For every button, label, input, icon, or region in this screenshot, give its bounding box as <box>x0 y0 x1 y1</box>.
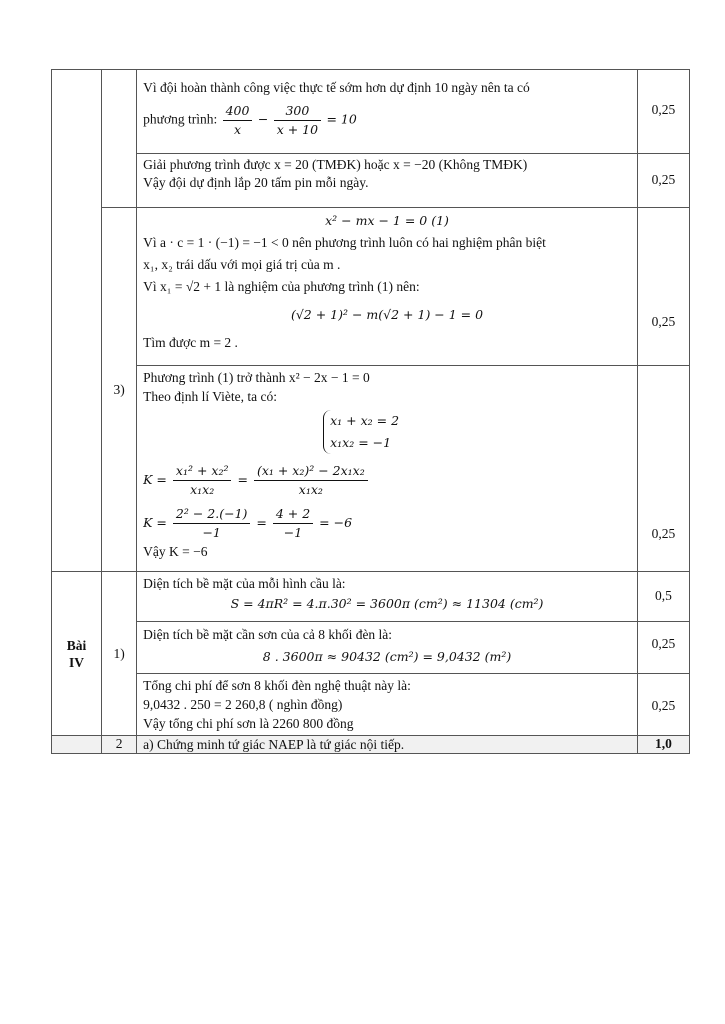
score-cell <box>637 70 689 154</box>
content-cell <box>137 366 638 572</box>
fraction <box>254 462 368 499</box>
denominator: x <box>233 122 242 137</box>
part-label: 3) <box>113 381 125 397</box>
system-line: x₁x₂ = −1 <box>330 435 392 450</box>
numerator: 2² − 2.(−1) <box>173 505 251 524</box>
table-row <box>52 736 690 754</box>
text-line: Phương trình (1) trở thành x² − 2x − 1 = 0 <box>143 370 370 385</box>
section-cell <box>52 572 102 736</box>
score-cell <box>637 366 689 572</box>
text-line: Tìm được m = 2 . <box>143 335 238 350</box>
text-line: a) Chứng minh tứ giác NAEP là tứ giác nội tiếp. <box>143 737 405 752</box>
content-cell <box>137 736 638 754</box>
section-label: Bài <box>66 637 87 653</box>
table-row <box>52 674 690 736</box>
system-line: x₁ + x₂ = 2 <box>330 413 400 428</box>
text-line: x₁, x₂ trái dấu với mọi giá trị của m . <box>143 257 341 272</box>
denominator: x₁x₂ <box>190 482 215 497</box>
table-row <box>52 366 690 572</box>
score-cell <box>637 622 689 674</box>
section-number: IV <box>69 654 85 670</box>
text-line: Vậy tổng chi phí sơn là 2260 800 đồng <box>143 716 354 731</box>
text-line: Diện tích bề mặt của mỗi hình cầu là: <box>143 576 346 591</box>
part-label: 2 <box>102 736 137 754</box>
section-cell-empty <box>52 736 102 754</box>
fraction <box>173 462 232 499</box>
text-line: Vậy K = −6 <box>143 544 208 559</box>
denominator: x + 10 <box>276 122 319 137</box>
table-row <box>52 70 690 154</box>
score-cell <box>637 154 689 208</box>
score-value: 0,5 <box>655 588 672 603</box>
equation-prefix: phương trình: <box>143 111 218 127</box>
k-equation-1: K = $\frac{\text{x₁² + x₂²}}{\text{x₁x₂}}$ = $\frac{\text{(x₁ + x₂)² − 2x₁x₂}}{\text{x₁x₂}}$ <box>143 462 631 499</box>
numerator: 4 + 2 <box>273 505 313 524</box>
equation-prefix: K = <box>143 472 167 487</box>
part-cell <box>102 572 137 736</box>
equation-prefix: K = <box>143 515 167 530</box>
content-cell <box>137 622 638 674</box>
part-label: 1) <box>113 645 125 661</box>
equation-rhs: = −6 <box>319 515 353 530</box>
fraction <box>274 102 321 139</box>
equation-system <box>323 410 399 454</box>
text-line: 9,0432 . 250 = 2 260,8 ( nghìn đồng) <box>143 697 343 712</box>
equation-line: phương trình: $\frac{400}{x}$ − $\frac{300}{x + 10}$ = 10 <box>143 103 357 137</box>
numerator: x₁² + x₂² <box>173 462 232 481</box>
numerator: 400 <box>223 102 253 121</box>
part-cell-empty <box>102 70 137 208</box>
denominator: −1 <box>283 525 303 540</box>
table-row <box>52 208 690 366</box>
answer-table-container <box>51 69 690 754</box>
score-cell <box>637 572 689 622</box>
text-line: Theo định lí Viète, ta có: <box>143 389 278 404</box>
score-cell <box>637 674 689 736</box>
score-value: 0,25 <box>651 636 676 651</box>
equation: x² − mx − 1 = 0 (1) <box>325 213 449 228</box>
answer-table <box>51 69 690 754</box>
numerator: 300 <box>274 102 321 121</box>
text-line: Vì x₁ = √2 + 1 là nghiệm của phương trình (1) nên: <box>143 279 420 294</box>
score-value: 0,25 <box>651 526 676 541</box>
fraction <box>223 102 253 139</box>
score-value: 0,25 <box>651 102 676 117</box>
text-line: Vậy đội dự định lắp 20 tấm pin mỗi ngày. <box>143 175 369 190</box>
table-row <box>52 572 690 622</box>
content-cell <box>137 154 638 208</box>
text-line: Vì a · c = 1 · (−1) = −1 < 0 nên phương trình luôn có hai nghiệm phân biệt <box>143 235 546 250</box>
denominator: −1 <box>202 525 221 540</box>
score-value: 0,25 <box>651 314 676 329</box>
score-value: 0,25 <box>651 172 676 187</box>
equation: S = 4πR² = 4.π.30² = 3600π (cm²) ≈ 11304 (cm²) <box>230 596 544 611</box>
fraction <box>273 505 313 542</box>
content-cell <box>137 572 638 622</box>
table-row <box>52 154 690 208</box>
content-cell <box>137 674 638 736</box>
text-line: Tổng chi phí để sơn 8 khối đèn nghệ thuật này là: <box>143 678 411 693</box>
part-cell <box>102 208 137 572</box>
text-line: Diện tích bề mặt cần sơn của cả 8 khối đèn là: <box>143 627 393 642</box>
equation: (√2 + 1)² − m(√2 + 1) − 1 = 0 <box>290 307 484 322</box>
fraction <box>173 505 251 542</box>
k-equation-2: K = $\frac{\text{2² − 2.(−1)}}{-1}$ = $\frac{4 + 2}{-1}$ = −6 <box>143 506 353 540</box>
text-line: Vì đội hoàn thành công việc thực tế sớm hơn dự định 10 ngày nên ta có <box>143 80 530 95</box>
content-cell <box>137 70 638 154</box>
text-line: Giải phương trình được x = 20 (TMĐK) hoặc x = −20 (Không TMĐK) <box>143 157 528 172</box>
equation: 8 . 3600π ≈ 90432 (cm²) = 9,0432 (m²) <box>262 649 512 664</box>
denominator: x₁x₂ <box>298 482 323 497</box>
score-cell <box>637 208 689 366</box>
content-cell <box>137 208 638 366</box>
numerator: (x₁ + x₂)² − 2x₁x₂ <box>254 462 368 481</box>
table-row <box>52 622 690 674</box>
score-value: 0,25 <box>651 698 676 713</box>
section-cell-empty <box>52 70 102 572</box>
score-value: 1,0 <box>637 736 689 754</box>
equation-rhs: = 10 <box>326 111 357 127</box>
